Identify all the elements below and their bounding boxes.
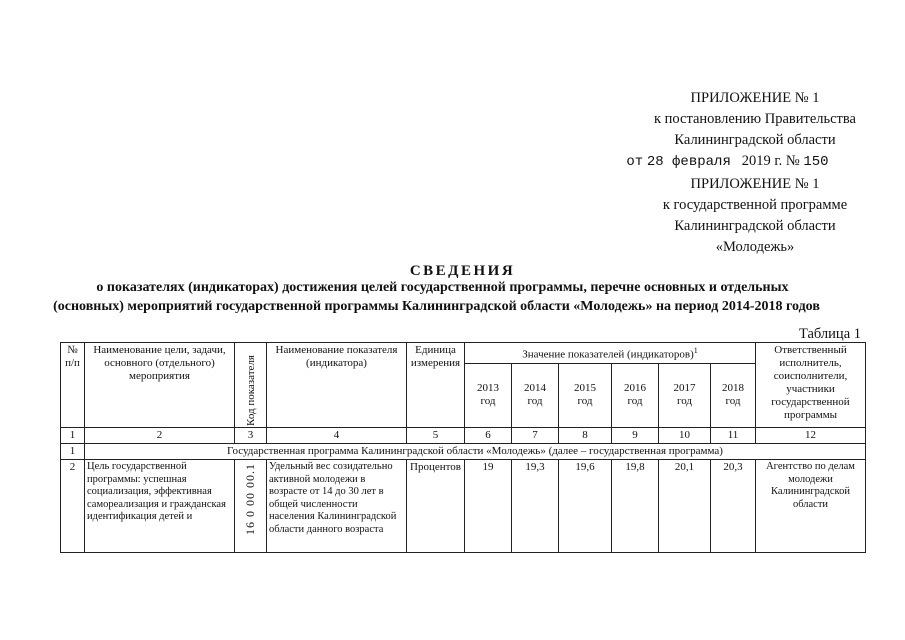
header-indicator: Наименование показателя (индикатора) — [267, 343, 407, 428]
annex-2-line-3: «Молодежь» — [715, 239, 795, 255]
year-label: 2018 — [722, 382, 744, 395]
year-suffix: год — [577, 395, 593, 408]
annex-2-block — [615, 174, 895, 258]
header-values-note: 1 — [693, 346, 698, 355]
row-value-2014: 19,3 — [512, 460, 559, 553]
header-values-group-cell — [465, 343, 756, 364]
column-number: 1 — [61, 428, 85, 444]
header-responsible: Ответственный исполнитель, соисполнители, участники государственной программы — [756, 343, 866, 428]
row-value-2017: 20,1 — [659, 460, 711, 553]
column-number: 5 — [407, 428, 465, 444]
header-goal: Наименование цели, задачи, основного (отдельного) мероприятия — [85, 343, 235, 428]
table-label: Таблица 1 — [798, 326, 861, 342]
indicators-table — [60, 342, 866, 553]
annex-1-date-day-month: 28 февраля — [646, 154, 731, 170]
annex-1-line-1: к постановлению Правительства — [654, 111, 856, 127]
annex-1-date-line — [560, 151, 895, 173]
section-row — [61, 444, 866, 460]
annex-2-line-2: Калининградской области — [674, 218, 836, 234]
row-value-2018: 20,3 — [711, 460, 756, 553]
header-values-group: Значение показателей (индикаторов) — [522, 348, 694, 361]
column-number: 2 — [85, 428, 235, 444]
year-suffix: год — [725, 395, 741, 408]
year-suffix: год — [480, 395, 496, 408]
year-label: 2016 — [624, 382, 646, 395]
annex-2-line-1: к государственной программе — [662, 197, 848, 213]
year-suffix: год — [676, 395, 693, 408]
column-number: 12 — [756, 428, 866, 444]
header-num: № п/п — [61, 343, 85, 428]
table-header-row-1 — [61, 343, 866, 364]
column-number: 7 — [512, 428, 559, 444]
column-number: 9 — [612, 428, 659, 444]
section-num: 1 — [61, 444, 85, 460]
document-subtitle-2: (основных) мероприятий государственной программы Калининградской области «Молодежь» на период 2014-2018 годов — [53, 299, 820, 314]
row-responsible: Агентство по делам молодежи Калининградской области — [756, 460, 866, 553]
year-label: 2013 — [477, 382, 499, 395]
year-suffix: год — [527, 395, 543, 408]
header-code-cell — [235, 343, 267, 428]
row-value-2016: 19,8 — [612, 460, 659, 553]
document-title: СВЕДЕНИЯ — [409, 263, 516, 279]
row-indicator: Удельный вес созидательно активной молодежи в возрасте от 14 до 30 лет в общей численности населения Калининградской области данного возраста — [267, 460, 407, 553]
header-year-2018 — [711, 363, 756, 427]
section-title: Государственная программа Калининградской области «Молодежь» (далее – государственная программа) — [85, 444, 866, 460]
row-unit: Процентов — [407, 460, 465, 553]
column-number: 10 — [659, 428, 711, 444]
row-code: 16 0 00 00.1 — [243, 463, 257, 535]
annex-1-date-number: 150 — [803, 154, 829, 170]
column-number-row — [61, 428, 866, 444]
header-code: Код показателя — [244, 355, 257, 426]
annex-1-date-year: 2019 г. № — [741, 153, 800, 169]
row-value-2013: 19 — [465, 460, 512, 553]
header-year-2016 — [612, 363, 659, 427]
header-year-2014 — [512, 363, 559, 427]
header-year-2015 — [559, 363, 612, 427]
year-label: 2017 — [673, 382, 696, 395]
annex-2-title: ПРИЛОЖЕНИЕ № 1 — [690, 176, 820, 192]
row-goal: Цель государственной программы: успешная социализация, эффективная самореализация и гражданская идентификация детей и — [85, 460, 235, 553]
table-row — [61, 460, 866, 553]
year-label: 2014 — [524, 382, 546, 395]
year-label: 2015 — [574, 382, 596, 395]
document-subtitle-1: о показателях (индикаторах) достижения целей государственной программы, перечне основных и отдельных — [96, 280, 789, 295]
column-number: 4 — [267, 428, 407, 444]
row-num: 2 — [61, 460, 85, 553]
row-value-2015: 19,6 — [559, 460, 612, 553]
annex-1-title: ПРИЛОЖЕНИЕ № 1 — [690, 90, 820, 106]
header-year-2013 — [465, 363, 512, 427]
annex-1-date-prefix: от — [626, 154, 644, 170]
row-code-cell — [235, 460, 267, 553]
annex-1-line-2: Калининградской области — [674, 132, 836, 148]
column-number: 3 — [235, 428, 267, 444]
header-unit: Единица измерения — [407, 343, 465, 428]
annex-1-block — [615, 88, 895, 173]
header-year-2017 — [659, 363, 711, 427]
column-number: 11 — [711, 428, 756, 444]
year-suffix: год — [627, 395, 643, 408]
column-number: 6 — [465, 428, 512, 444]
column-number: 8 — [559, 428, 612, 444]
